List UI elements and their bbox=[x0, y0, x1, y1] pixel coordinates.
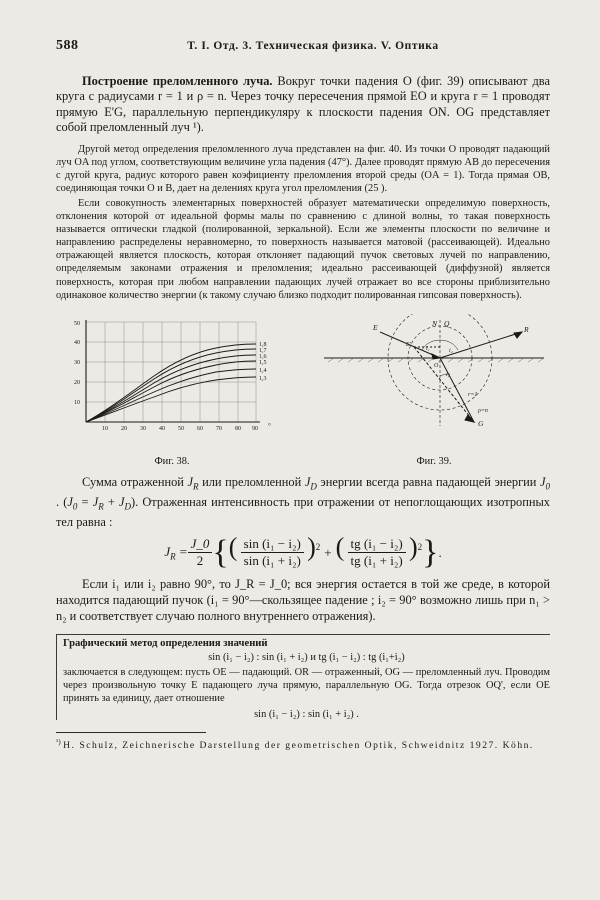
formula-plus: + bbox=[324, 544, 332, 560]
formula-j0-over-2: $\frac{J\_0}{2}$ bbox=[188, 536, 213, 569]
footnote-rule bbox=[56, 732, 206, 733]
paragraph-surface-types: Если совокупность элементарных поверхностей образует математически определимую поверхность, отклонения которой от идеальной формы малы по сравнению с длиной волны, то такая поверхность называется оптически гладкой (полированной, зеркальной). Если же элементы плоскости по величине и направлению распределены неравномерно, то поверхность называется матовой (рассеивающей). Идеально отражающей является плоскость, которая отклоняет падающий пучок световых лучей по направлению, определяемым законами отражения и преломления; идеально рассеивающей (диффузной) является поверхность, которая при любом направлении падающих лучей отражает во все стороны приблизительно одинаковое количество энергии (к такому случаю близко подходит полированная гипсовая поверхность). bbox=[56, 198, 550, 301]
paragraph-refracted-ray-construction bbox=[56, 74, 550, 136]
figure-38-chart bbox=[56, 314, 288, 446]
series-label: 1,8 bbox=[259, 341, 267, 348]
paragraph-total-reflection: Если i₁ или i₂ равно 90°, то J_R = J_0; вся энергия остается в той же среде, в которой находится падающий пучок (i₁ = 90°—скользящее падение ; i₂ = 90° возможно лишь при n₁ > n₂ и соответствует случаю полного внутреннего отражения). bbox=[56, 577, 550, 623]
paragraph-1-text: Вокруг точки падения O (фиг. 39) описывают два круга с радиусами r = 1 и ρ = n. Через точку пересечения прямой EO и круга r = 1 проводят прямую E'G, параллельную перпендикуляру к плоскости падения ON. OG представляет собой преломленный луч ¹). bbox=[56, 74, 550, 135]
paragraph-lead-in: Построение преломленного луча. bbox=[82, 74, 273, 88]
footnote-text: H. Schulz, Zeichnerische Darstellung der geometrischen Optik, Schweidnitz 1927. Köhn. bbox=[63, 739, 534, 751]
label-rho-eq-n: ρ=n bbox=[478, 407, 488, 414]
reflection-formula bbox=[56, 532, 550, 571]
page-number: 588 bbox=[56, 38, 79, 53]
formula-lhs: $J_R$ = bbox=[164, 544, 188, 562]
x-tick-label: 80 bbox=[235, 425, 241, 432]
series-label: 1,4 bbox=[259, 367, 267, 374]
footnote-marker: ¹) bbox=[56, 736, 61, 746]
x-tick-label: 60 bbox=[197, 425, 203, 432]
x-axis-label: ° bbox=[268, 421, 271, 430]
running-title: Т. I. Отд. 3. Техническая физика. V. Оптика bbox=[187, 40, 439, 52]
formula-left-brace: { bbox=[212, 533, 229, 571]
graphic-method-expression: sin (i₁ − i₂) : sin (i₁ + i₂) и tg (i₁ − i₂) : tg (i₁+i₂) bbox=[208, 652, 405, 664]
label-R: R bbox=[524, 324, 529, 334]
graphic-method-last-expression: sin (i₁ − i₂) : sin (i₁ + i₂) . bbox=[254, 708, 359, 720]
figure-39-caption: Фиг. 39. bbox=[416, 455, 452, 467]
label-N: N bbox=[432, 318, 438, 328]
graphic-method-title: Графический метод определения значений bbox=[63, 638, 268, 650]
series-label: 1,5 bbox=[259, 359, 267, 366]
paragraph-energy-sum bbox=[56, 475, 550, 531]
figure-row bbox=[56, 314, 550, 467]
page-content bbox=[56, 38, 550, 752]
series-label: 1,3 bbox=[259, 375, 267, 382]
x-tick-label: 90 bbox=[252, 425, 258, 432]
label-E-prime: E′ bbox=[406, 341, 411, 348]
label-i3: i₂ bbox=[446, 371, 450, 378]
x-tick-label: 10 bbox=[102, 425, 108, 432]
label-E: E bbox=[373, 322, 378, 332]
x-tick-label: 20 bbox=[121, 425, 127, 432]
graphic-method-box bbox=[56, 634, 550, 719]
footnote bbox=[56, 736, 550, 752]
label-r-eq-1: r=1 bbox=[468, 391, 478, 398]
y-tick-label: 10 bbox=[74, 399, 80, 406]
series-label: 1,7 bbox=[259, 347, 267, 354]
y-tick-label: 40 bbox=[74, 339, 80, 346]
x-tick-label: 50 bbox=[178, 425, 184, 432]
label-G: G bbox=[478, 418, 484, 428]
figure-38-caption: Фиг. 38. bbox=[154, 455, 190, 467]
y-tick-label: 50 bbox=[74, 320, 80, 327]
x-tick-label: 70 bbox=[216, 425, 222, 432]
formula-term-1: ( $\frac{\text{sin (i₁ − i₂)}}{\text{sin (i₁ + i₂)}}$ )$^2$ bbox=[228, 532, 321, 569]
figure-39-diagram bbox=[318, 314, 550, 446]
formula-term-2: ( $\frac{\text{tg (i₁ − i₂)}}{\text{tg (i₁ + i₂)}}$ )$^2$ bbox=[335, 532, 423, 569]
paragraph-4-text: Сумма отраженной $J_R$ или преломленной $J_D$ энергии всегда равна падающей энергии $J_0$ . $(J_0 = J_R + J_D)$. Отраженная интенсивность при отражении от непоглощающих изотропных тел равна : bbox=[56, 474, 551, 529]
page-header bbox=[56, 38, 550, 54]
x-tick-label: 30 bbox=[140, 425, 146, 432]
formula-period: . bbox=[438, 544, 442, 560]
label-O: O bbox=[434, 362, 439, 369]
y-tick-label: 30 bbox=[74, 359, 80, 366]
label-Q: Q bbox=[444, 318, 450, 328]
y-tick-label: 20 bbox=[74, 379, 80, 386]
x-tick-label: 40 bbox=[159, 425, 165, 432]
paragraph-second-method: Другой метод определения преломленного луча представлен на фиг. 40. Из точки O проводят падающий луч OA под углом, соответствующим величине угла падения (47°). Далее проводят прямую AB до пересечения с дугой круга, радиус которого равен коэфициенту преломления второй среды (OA = 1). Тогда прямая OB, соединяющая точки O и B, дает на делениях круга угол преломления (25 ). bbox=[56, 143, 550, 194]
label-i1: i₁ bbox=[426, 345, 430, 352]
series-label: 1,6 bbox=[259, 353, 267, 360]
graphic-method-body: заключается в следующем: пусть OE — падающий. OR — отраженный, OG — преломленный луч. Проводим через произвольную точку E падающего луча прямую, параллельную OG. Тогда отрезок OQ', если OE принять за единицу, дает отношение bbox=[63, 667, 550, 705]
figure-39 bbox=[318, 314, 550, 467]
figure-38 bbox=[56, 314, 288, 467]
label-i2: i₂ bbox=[449, 347, 453, 354]
formula-right-brace: } bbox=[422, 533, 439, 571]
